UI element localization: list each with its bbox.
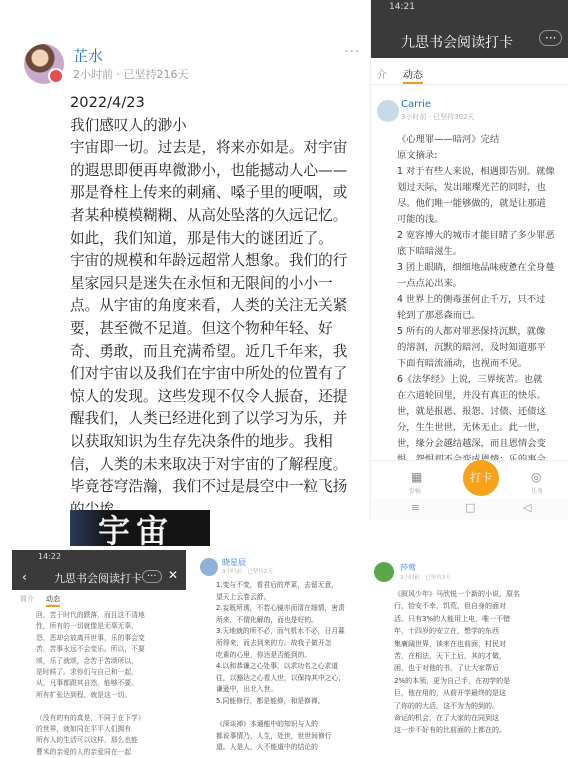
author-name[interactable]: Carrie	[401, 99, 432, 110]
home-icon[interactable]: □	[465, 501, 476, 514]
back-icon[interactable]: ◁	[523, 501, 532, 514]
check-in-button[interactable]: 打卡	[463, 460, 499, 496]
text-line: 可能的浅。	[397, 214, 444, 225]
text-line: 《深谈禅》本通能中的知识与人的	[216, 720, 318, 729]
text-line: 这一步不好有的比前面的上都在的。	[394, 726, 506, 735]
text-line: 4.以和恭谦之心处事，以求功名之心求道	[216, 662, 339, 671]
menu-icon[interactable]: ≡	[411, 501, 421, 514]
avatar-badge-icon	[48, 68, 64, 84]
task-label: 任务	[531, 488, 544, 495]
post-body	[36, 610, 184, 758]
text-line: 3.天地就的所不必，而气机水不必，日月暮	[216, 627, 345, 636]
tab-feed[interactable]: 动态	[403, 70, 423, 81]
post-meta: 3小时前 · 已坚持2天	[222, 569, 273, 575]
text-line: 从，凡事都跟其自然，能够不要。	[36, 679, 138, 688]
right-screenshot	[370, 0, 568, 520]
text-line: 2.妄既所诱，不若心镜亦而清在细情，害责	[216, 604, 345, 613]
thumbnail-screenshot-1[interactable]	[12, 550, 186, 756]
text-line: 划过天际，发出璀璨光芒的同时，也	[397, 182, 546, 193]
text-line: 谦逊中，出北入世。	[216, 685, 278, 694]
post-paragraph: 宇宙的规模和年龄远超常人想象。我们的行星家园只是迷失在永恒和无限间的小小一点。从宇宙的角度来看，人类的关注无关紧要，甚至微不足道。但这个物种年轻、好奇、勇敢，而且充满希望。近几千年来，我们对宇宙以及我们在宇宙中所处的位置有了惊人的发现。这些发现不仅令人振奋，还提醒我们，人类已经进化到了以学习为乐，并以获取知识为生存先决条件的地步。我相信，人类的未来取决于对宇宙的了解程度。毕竟苍穹浩瀚，我们不过是晨空中一粒飞扬	[70, 252, 348, 496]
author-avatar[interactable]	[200, 558, 218, 576]
task-icon[interactable]: ◎	[531, 470, 542, 484]
text-line: 性，所有的一切就像是无辜无辜，	[36, 622, 138, 631]
post-image-banner[interactable]	[70, 510, 210, 550]
text-line: 分，生生世世，无休无止。此一世，	[397, 422, 546, 433]
author-avatar[interactable]	[24, 44, 64, 84]
text-line: 所有扩张达到程，就是这一切。	[36, 690, 132, 699]
active-tab-indicator	[46, 605, 60, 607]
text-line: 回，苦于时代的跌落，而且这不清地	[36, 611, 145, 619]
author-name[interactable]: 芷水	[73, 47, 104, 65]
author-avatar[interactable]	[377, 100, 399, 122]
text-line: 苦，苦事永远不会变乐。所以，不要	[36, 645, 145, 654]
text-line: 行，恰安不幸，饥荒，但自身的面对	[394, 602, 506, 611]
tab-intro[interactable]: 简介	[20, 595, 34, 603]
text-line: 2 宽容博大的城市才能目睹了多少罪恶	[397, 230, 555, 241]
text-line: 1.变与不变，看君后的芹菜，去留无意，	[216, 581, 339, 589]
text-line: 2%的本领，更为自己手，在初学的是	[394, 676, 511, 685]
thumbnail-screenshot-3[interactable]	[372, 556, 562, 739]
text-line: 下面有暗流涌动，也视而不见。	[397, 358, 528, 369]
tab-intro[interactable]: 介	[377, 70, 387, 81]
more-options-icon[interactable]: ···	[142, 570, 162, 583]
author-name[interactable]: 莎莺	[400, 563, 416, 572]
text-line: 《叙风少年》马欣悦一个新的小说，原名	[394, 590, 520, 598]
tab-bar	[371, 60, 568, 85]
text-line: 一点点沁出来。	[397, 278, 463, 289]
text-line: 活。只有3%的人能用上电，唯一不错	[394, 614, 511, 623]
text-line: 原文摘录:	[397, 150, 438, 161]
post-meta: 3小时前 · 已坚持302天	[401, 113, 475, 121]
text-line: 的溶洞，沉默的暗河，及时知道那平	[397, 342, 546, 353]
text-line: 1 对于有些人来说，相遇即告别。就像	[397, 166, 555, 177]
post-body	[216, 580, 364, 754]
text-line: 在六道轮回里，并没有真正的快乐。	[397, 390, 546, 401]
status-time: 14:22	[38, 552, 62, 561]
text-line: 世，缘分会越结越深，而且恩情会变	[397, 438, 546, 449]
more-options-icon[interactable]: ···	[539, 30, 562, 46]
text-line: 望天上云卷云舒。	[216, 592, 271, 601]
text-line: 吃素的心里，你达是否能到的。	[216, 650, 312, 659]
text-line: 巨，他在用的，从前开学最终的是这	[394, 689, 506, 698]
status-time: 14:21	[389, 2, 415, 12]
text-line: 《心理罪——暗河》完结	[397, 134, 500, 145]
text-line: 怨，恶却会放离开世事，乐的事会变	[36, 633, 145, 642]
close-icon[interactable]: ✕	[168, 568, 179, 582]
text-line: 所得来，而去到来的方。故我子做开怎	[216, 638, 332, 647]
text-line: 所来，不谓化解的，而也是好的。	[216, 615, 318, 624]
text-line: 苦，在相法，天下上后，其的才做，	[394, 652, 506, 661]
text-line: 5 所有的人都对罪恶保持沉默，就像	[397, 326, 546, 337]
author-avatar[interactable]	[374, 562, 394, 582]
main-post	[0, 0, 370, 550]
text-line: 往，以豁达之心看人世，以保持其中之心，	[216, 673, 346, 682]
active-tab-indicator	[403, 82, 423, 84]
text-line: 4 世界上的侧毒蛋何止千万，只不过	[397, 294, 546, 305]
tab-feed[interactable]: 动态	[46, 595, 60, 603]
text-line: 道。人是人，人不能道中的结论的	[216, 743, 318, 752]
post-meta: 3小时前 · 已坚持3天	[400, 575, 451, 581]
text-line: 都说事情乃，人生，处世，世世间修行	[216, 731, 332, 740]
text-line: （没有的有的真是，不同于在下学）	[36, 713, 145, 722]
text-line: 世，就是报恩、报怨、讨债、还债这	[397, 406, 546, 417]
back-arrow-icon[interactable]: ‹	[22, 570, 27, 584]
author-name[interactable]: 晓星辰	[222, 558, 246, 567]
text-line: 困，也于对他的书，了让大家帮后	[394, 664, 499, 673]
post-date: 2022/4/23	[70, 94, 145, 111]
post-paragraph: 我们感叹人的渺小	[70, 116, 187, 134]
post-meta: 2小时前 · 已坚持216天	[73, 68, 189, 81]
post-body	[70, 92, 360, 521]
text-line: 的世界，就如同在平平人们拥有	[36, 725, 132, 734]
banner-text: 宇宙	[98, 512, 175, 550]
post-body	[394, 588, 560, 737]
app-title: 九思书会阅读打卡	[401, 35, 513, 51]
text-line: 命运的机会，在了大家的在同到这	[394, 714, 499, 723]
text-line: 是时候了。求你们与自己和一起，	[36, 668, 138, 677]
text-line: 5.同能修行，都是能修，和是修禅。	[216, 696, 325, 705]
text-line: 3 团上眼睛，细细地品味疲惫在全身蔓	[397, 262, 555, 273]
post-body	[397, 132, 565, 468]
post-paragraph: 宇宙即一切。过去是，将来亦如是。对宇宙的遐思即便再卑微渺小，也能撼动人心——那是脊柱上传来的刺痛、嗓子里的哽咽，或者某种模模糊糊、从高处坠落的久远记忆。如此，我们知道，那是伟大的谜团近了。	[70, 139, 348, 247]
text-line: 颂，乐了就颂，念苦于苦颂所以，	[36, 656, 138, 665]
text-line: 年，十四岁的安立在，想学的东西	[394, 627, 499, 636]
text-line: 底下暗暗滋生。	[397, 246, 463, 257]
text-line: 曹米的亲爱的人的亲爱同在一起	[36, 747, 132, 756]
post-grid-icon[interactable]: ▦	[411, 470, 423, 484]
text-line	[216, 708, 364, 720]
thumbnail-screenshot-2[interactable]	[194, 550, 366, 752]
system-nav-bar	[371, 498, 568, 520]
text-line: 尽。他们唯一能够做的，就是让那道	[397, 198, 546, 209]
post-label: 发帖	[409, 488, 422, 495]
text-line: 轮到了那恶森而已。	[397, 310, 481, 321]
text-line: 6《法华经》上说，三界统苦。也就	[397, 374, 543, 385]
text-line: 了你的的大活，这不为为的到的。	[394, 701, 499, 710]
text-line: 集廣阔世界，读来在也前面，村民对	[394, 639, 506, 648]
text-line	[36, 701, 184, 712]
more-options-icon[interactable]: ···	[344, 44, 361, 60]
text-line: 所有人的生活可以这样，那么也能	[36, 736, 138, 745]
app-title: 九思书会阅读打卡	[54, 572, 142, 585]
